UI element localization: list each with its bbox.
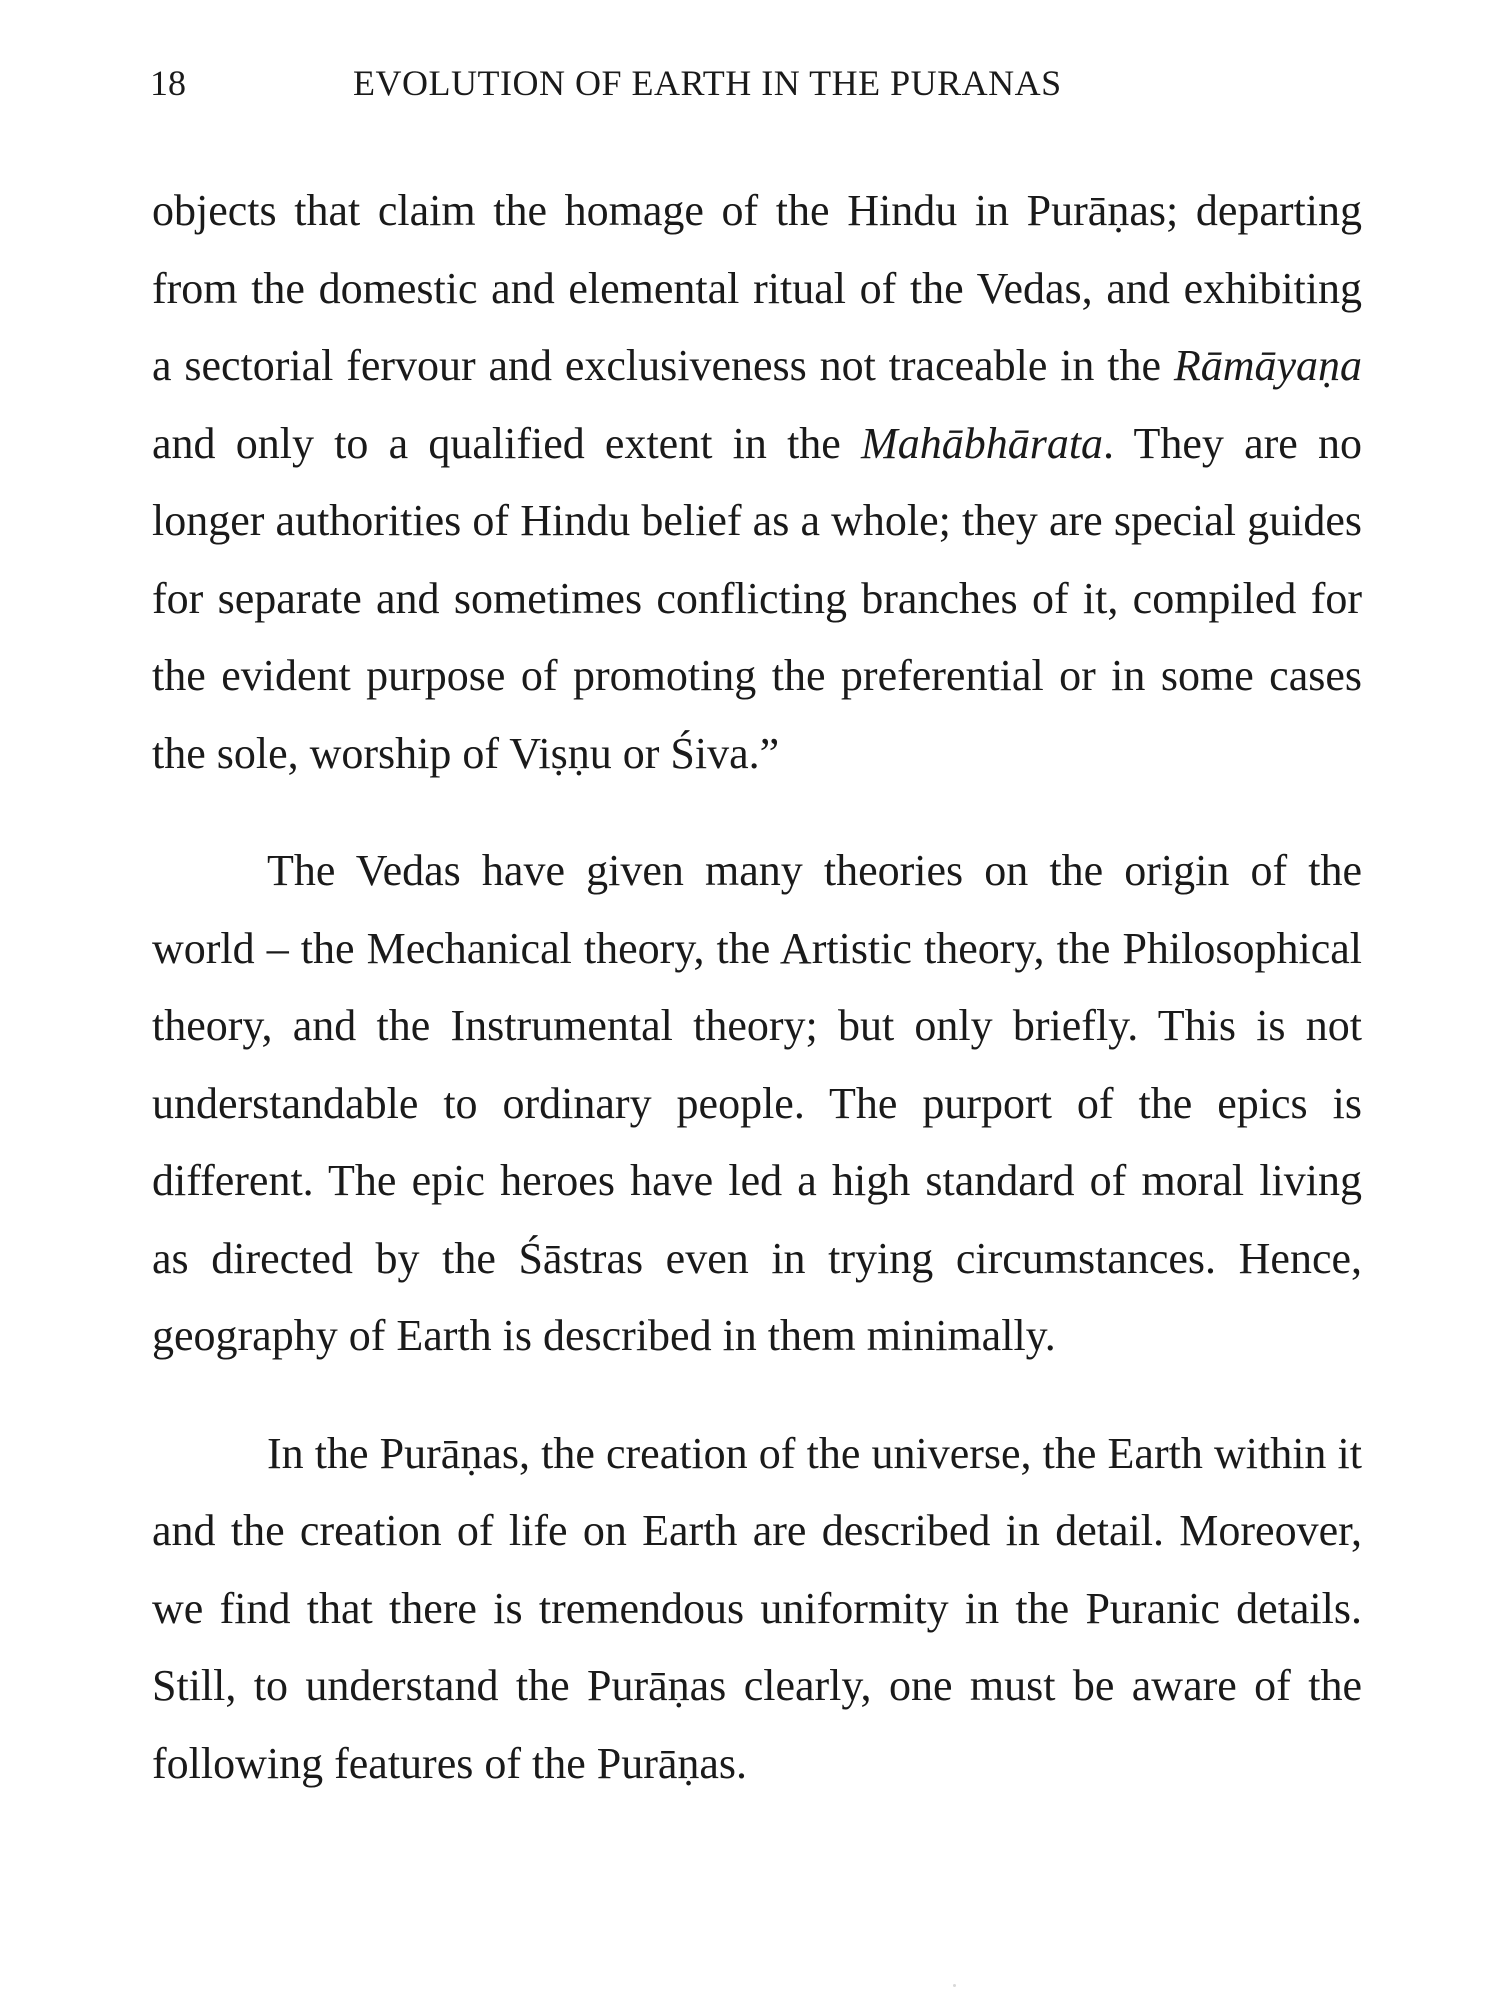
scan-speck	[953, 1984, 956, 1987]
running-title: EVOLUTION OF EARTH IN THE PURANAS	[353, 63, 1062, 103]
paragraph-quote-continuation	[152, 172, 1362, 792]
page-number: 18	[150, 63, 186, 103]
paragraph-1-text-3: . They are no longer authorities of Hindu belief as a whole; they are special guides for separate and sometimes conflicting branches of it, compiled for the evident purpose of promoting the preferential or in some cases the sole, worship of Viṣṇu or Śiva.”	[152, 418, 1362, 778]
paragraph-puranas-creation: In the Purāṇas, the creation of the universe, the Earth within it and the creation of life on Earth are described in detail. Moreover, we find that there is tremendous uniformity in the Puranic details. Still, to understand the Purāṇas clearly, one must be aware of the following features of the Purāṇas.	[152, 1428, 1362, 1788]
page-header	[150, 58, 1370, 108]
body-text	[152, 172, 1362, 1802]
paragraph-vedas-theories: The Vedas have given many theories on the origin of the world – the Mechanical theory, the Artistic theory, the Philosophical theory, and the Instrumental theory; but only briefly. This is not understandable to ordinary people. The purport of the epics is different. The epic heroes have led a high standard of moral living as directed by the Śāstras even in trying circumstances. Hence, geography of Earth is described in them minimally.	[152, 846, 1362, 1360]
title-mahabharata: Mahābhārata	[861, 418, 1104, 468]
title-ramayana: Rāmāyaṇa	[1173, 341, 1362, 390]
paragraph-1-text-1: objects that claim the homage of the Hindu in Purāṇas; departing from the domestic and elemental ritual of the Vedas, and exhibiting a sectorial fervour and exclusiveness not traceable in the	[152, 186, 1362, 390]
paragraph-1-text-2: and only to a qualified extent in the	[152, 418, 862, 468]
